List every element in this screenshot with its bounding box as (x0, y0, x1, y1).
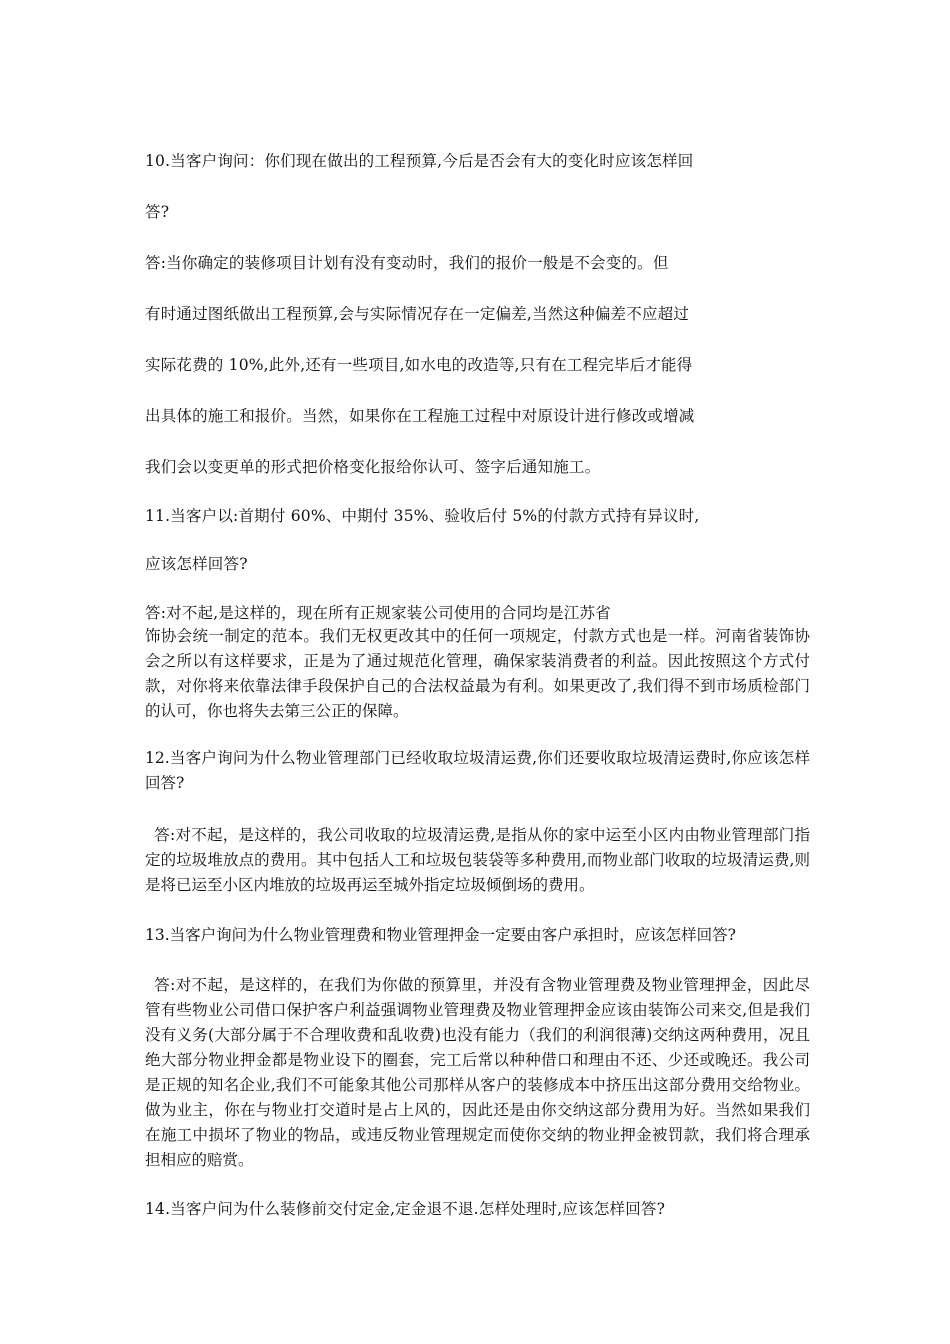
q10-answer-line: 有时通过图纸做出工程预算,会与实际情况存在一定偏差,当然这种偏差不应超过 (145, 305, 690, 323)
q11-question-line1: 11.当客户以:首期付 60%、中期付 35%、验收后付 5%的付款方式持有异议时, (145, 507, 700, 525)
q13-question: 13.当客户询问为什么物业管理费和物业管理押金一定要由客户承担时，应该怎样回答? (145, 926, 736, 944)
q12-question: 12.当客户询问为什么物业管理部门已经收取垃圾清运费,你们还要收取垃圾清运费时,你应该怎样回答? (145, 749, 810, 792)
q11-question-line2: 应该怎样回答? (145, 555, 248, 573)
q10-answer-line: 答:当你确定的装修项目计划有没有变动时，我们的报价一般是不会变的。但 (145, 254, 669, 272)
q10-answer-line: 出具体的施工和报价。当然，如果你在工程施工过程中对原设计进行修改或增减 (145, 407, 695, 425)
q11-answer-first-line: 答:对不起,是这样的，现在所有正规家装公司使用的合同均是江苏省 (145, 604, 611, 622)
q13-answer: 答:对不起，是这样的，在我们为你做的预算里，并没有含物业管理费及物业管理押金，因此尽管有些物业公司借口保护客户利益强调物业管理费及物业管理押金应该由装饰公司来交,但是我们没有义务(大部分属于不合理收费和乱收费)也没有能力（我们的利润很薄)交纳这两种费用，况且绝大部分物业押金都是物业设下的圈套，完工后常以种种借口和理由不还、少还或晚还。我公司是正规的知名企业,我们不可能象其他公司那样从客户的装修成本中挤压出这部分费用交给物业。做为业主，你在与物业打交道时是占上风的，因此还是由你交纳这部分费用为好。当然如果我们在施工中损坏了物业的物品，或违反物业管理规定而使你交纳的物业押金被罚款，我们将合理承担相应的赔赏。 (145, 976, 810, 1169)
q10-answer-line: 我们会以变更单的形式把价格变化报给你认可、签字后通知施工。 (145, 458, 601, 476)
q10-question-line2: 答? (145, 203, 170, 221)
q12-answer: 答:对不起，是这样的，我公司收取的垃圾清运费,是指从你的家中运至小区内由物业管理部门指定的垃圾堆放点的费用。其中包括人工和垃圾包装袋等多种费用,而物业部门收取的垃圾清运费,则是将已运至小区内堆放的垃圾再运至城外指定垃圾倾倒场的费用。 (145, 826, 810, 894)
q10-answer-line: 实际花费的 10%,此外,还有一些项目,如水电的改造等,只有在工程完毕后才能得 (145, 356, 693, 374)
q10-question-line1: 10.当客户询问：你们现在做出的工程预算,今后是否会有大的变化时应该怎样回 (145, 152, 694, 170)
q11-answer-body: 饰协会统一制定的范本。我们无权更改其中的任何一项规定，付款方式也是一样。河南省装饰协会之所以有这样要求，正是为了通过规范化管理，确保家装消费者的利益。因此按照这个方式付款，对你将来依靠法律手段保护自己的合法权益最为有利。如果更改了,我们得不到市场质检部门的认可，你也将失去第三公正的保障。 (145, 627, 810, 720)
q14-question: 14.当客户问为什么装修前交付定金,定金退不退.怎样处理时,应该怎样回答? (145, 1200, 666, 1218)
